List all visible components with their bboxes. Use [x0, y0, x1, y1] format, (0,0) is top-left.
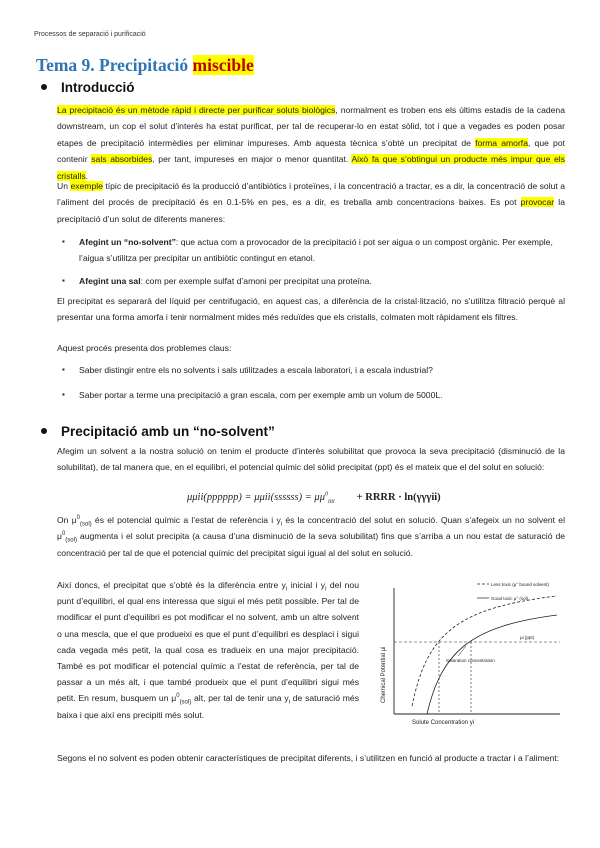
equilibrium-formula: μμii(pppppp) = μμii(ssssss) = $\mu\mu^0_{iiii}$ + RRRR · ln(γγγii) [187, 491, 441, 506]
bullet-no-solvent: ▪ Afegint un “no-solvent”: que actua com a provocador de la precipitació i pot ser aigua o un compost orgànic. Per exemple, l’aigua s’utilitza per precipitar un antibiòtic contingut en etanol. [62, 237, 553, 264]
legend-mid: Good toxic μ° (sol) [491, 596, 529, 601]
label-saturation: Saturation concentration [446, 658, 495, 663]
bullet-problem-2: ▪ Saber portar a terme una precipitació a gran escala, com per exemple amb un volum de 5000L. [62, 390, 443, 400]
page-header: Processos de separació i purificació [34, 31, 146, 38]
page-title: Tema 9. Precipitació miscible [36, 55, 254, 75]
intro-paragraph-4: Aquest procés presenta dos problemes claus: [57, 343, 232, 353]
label-mu-ppt: μi (ppt) [520, 635, 535, 640]
bullet-salt: ▪ Afegint una sal: com per exemple sulfat d’amoni per precipitat una proteïna. [62, 276, 372, 286]
section2-paragraph-3: Així doncs, el precipitat que s’obté és la diferència entre $y_i$ inicial i $y_i$ del nou punt d’equilibri, el qual ens interessa que sigui el més petit possible. Per tal de modificar el punt d’equilibri es pot modificar el no solvent, amb un altre solvent o una mescla, que el que produeixi es que el punt d’equilibri es desplaci i sigui cada vegada més petit, la qual cosa es tradueix en una major precipitació. També es pot modificar el potencial químic a l’estat de referència, per tal de passar a un més alt, i que també produeix que el punt d’equilibri sigui més petit. En resum, busquem un $\mu^0_{(sol)}$ alt, per tal de tenir una $y_i$ de saturació més baixa i que així ens precipiti més solut. [57, 580, 359, 720]
legend-top: Less toxic (μ° bound solvent) [491, 582, 549, 587]
intro-paragraph-2: Un exemple típic de precipitació és la producció d’antibiòtics i proteïnes, i la concentració a tractar, es a dir, la concentració de solut a l’aliment del procés de precipitació és en 0.1-5% en pes, es a dir, es treballa amb concentracions baixes. Es pot provocar la precipitació d’un solut de diferents maneres: [57, 181, 565, 224]
section2-paragraph-1: Afegim un solvent a la nostra solució on tenim el producte d’interès solubilitat que provoca la seva precipitació (disminució de la solubilitat), de tal manera que, en el equilibri, el potencial químic del sòlid precipitat (ppt) és el mateix que el del solut en solució: [57, 446, 565, 473]
title-highlight: miscible [192, 55, 254, 75]
section2-paragraph-4: Segons el no solvent es poden obtenir característiques de precipitat diferents, i s’utilitzen en funció al producte a tractar i a l’aliment: [57, 753, 560, 763]
section2-heading: Precipitació amb un “no-solvent” [41, 424, 275, 439]
curve-upper [412, 596, 557, 706]
bullet-problem-1: ▪ Saber distingir entre els no solvents i sals utilitzades a escala laboratori, i a escala industrial? [62, 365, 433, 375]
chemical-potential-graph [372, 578, 565, 726]
y-axis-label: Chemical Potential μi [381, 646, 387, 703]
intro-heading: Introducció [41, 80, 135, 95]
bullet-dot [41, 428, 47, 434]
bullet-dot [41, 84, 47, 90]
intro-paragraph-3: El precipitat es separarà del líquid per centrifugació, en aquest cas, a diferència de la cristal·lització, no s’utilitza filtració perquè al presentar una forma amorfa i tenir normalment mides més reduïdes que els cristalls, colmaten molt ràpidament els filtres. [57, 296, 565, 323]
curve-lower [427, 615, 557, 714]
intro-paragraph-1: La precipitació és un mètode ràpid i directe per purificar soluts biològics, normalment es troben ens els últims estadis de la cadena downstream, un cop el solut d’interès ha estat purificat, per tal de recuperar-lo en estat sòlid, tot i que a vegades es poden posar etapes de precipitació intermèdies per eliminar impureses. Amb aquesta tècnica s’obté un precipitat de forma amorfa, que pot contenir sals absorbides, per tant, impureses en major o menor quantitat. Això fa que s’obtingui un producte més impur que els cristalls. [57, 105, 565, 181]
section2-paragraph-2: On $\mu^0_{(sol)}$ és el potencial químic a l’estat de referència i $y_i$ és la concentració del solut en solució. Quan s’afegeix un no solvent el $\mu^0_{(sol)}$ augmenta i el solut precipita (a causa d’una disminució de la seva solubilitat) fins que s’arriba a un nou estat de saturació de concentració per tal de que el potencial químic del precipitat sigui igual al del solut en solució. [57, 515, 565, 558]
x-axis-label: Solute Concentration yi [412, 720, 475, 726]
